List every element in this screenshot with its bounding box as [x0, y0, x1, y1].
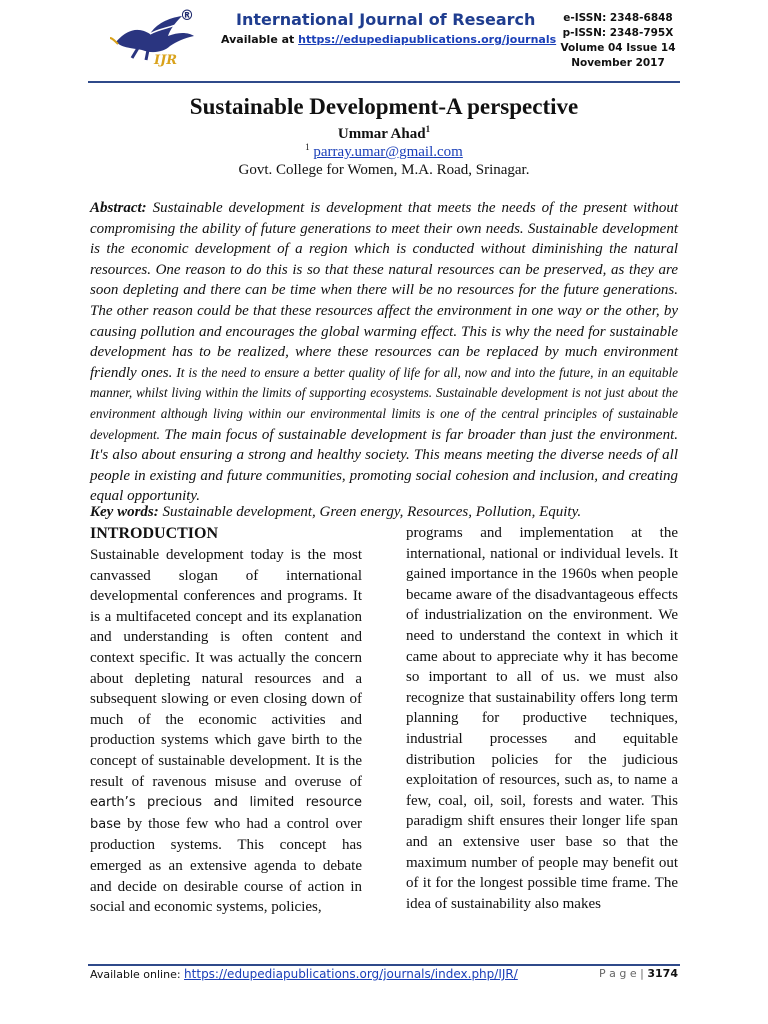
footer-divider	[88, 964, 680, 966]
affiliation: Govt. College for Women, M.A. Road, Srinagar.	[238, 162, 530, 178]
abstract-text-2: It is the need to ensure a better quality of life for all, now and into the future, in an equitable manner, whilst living within the limits of supporting ecosystems. Sustainable development is not just about the environment although living within our environmental limits is one of the central principles of sustainable development.	[90, 364, 678, 442]
author-name	[0, 124, 768, 143]
paper-title: Sustainable Development-A perspective	[189, 94, 579, 119]
abstract-text-1: Sustainable development is development that meets the needs of the present without compromising the ability of future generations to meet their own needs. Sustainable development is the economic development of a region which is conducted without diminishing the natural resources. One reason to do this is so that these natural resources can be preserved, as they are soon depleting and there can be time when there will be no resources for the future generations. The other reason could be that these resources affect the environment in one way or the other, by causing pollution and encourages the global warming effect. This is why the need for sustainable development has to be realized, where these resources can be replaced by much environment friendly ones.	[90, 200, 678, 381]
email-link[interactable]: parray.umar@gmail.com	[313, 144, 463, 160]
p-issn: p-ISSN: 2348-795X	[562, 27, 674, 39]
footer-link[interactable]: https://edupediapublications.org/journals/index.php/IJR/	[184, 967, 518, 981]
left-column	[90, 523, 362, 918]
author-superscript: 1	[425, 124, 431, 134]
page-number-value: 3174	[647, 967, 678, 980]
abstract-label: Abstract:	[90, 200, 147, 216]
intro-left-text-a: Sustainable development today is the most canvassed slogan of international developmental conferences and programs. It is a multifaceted concept and its explanation and understanding is often content and context specific. It was actually the concern about depleting natural resources and a subsequent slowing or even closing down of much of the economic activities and production systems which gave birth to the concept of sustainable development. It is the result of ravenous misuse and overuse of	[90, 547, 362, 790]
keywords	[90, 502, 678, 522]
right-column	[406, 523, 678, 914]
available-label: Available at	[221, 33, 295, 46]
logo-text: IJR	[154, 53, 178, 68]
abstract	[90, 198, 678, 507]
footer-availability	[90, 967, 518, 981]
issn-block	[558, 11, 678, 71]
intro-paragraph-right: programs and implementation at the international, national or individual levels. It gained importance in the 1960s when people became aware of the disadvantageous effects of industrialization on the environment. We need to understand the context in which it came about to appreciate why it has become so important to all of us. we must also recognize that sustainability offers long term planning for productive techniques, industrial processes and equitable distribution policies for the judicious exploitation of resources, such as, to name a few, coal, oil, soil, forests and water. This paradigm shift ensures their longer life span and an extensive user base so that the maximum number of people may benefit out of it for the longest possible time frame. The idea of sustainability also makes	[406, 525, 678, 912]
intro-left-text-b: earth’s precious and limited resource base	[90, 795, 362, 832]
intro-paragraph-left	[90, 545, 362, 918]
author-email	[0, 142, 768, 161]
journal-title: International Journal of Research	[236, 10, 536, 29]
page-label: P a g e |	[599, 967, 644, 980]
keywords-text: Sustainable development, Green energy, Resources, Pollution, Equity.	[158, 504, 582, 520]
available-at	[221, 33, 556, 46]
page-number	[599, 967, 678, 980]
introduction-heading: INTRODUCTION	[90, 525, 219, 542]
volume-issue: Volume 04 Issue 14	[560, 42, 676, 54]
registered-mark: ®	[180, 8, 194, 24]
email-superscript: 1	[305, 142, 310, 152]
journal-link[interactable]: https://edupediapublications.org/journals	[298, 33, 557, 46]
author-text: Ummar Ahad	[337, 126, 426, 142]
footer-label: Available online:	[90, 968, 181, 981]
issue-date: November 2017	[571, 57, 665, 69]
abstract-text-3: The main focus of sustainable development is far broader than just the environment. It's also about ensuring a strong and healthy society. This means meeting the diverse needs of all people in existing and future communities, promoting social cohesion and inclusion, and creating equal opportunity.	[90, 426, 678, 505]
header-divider	[88, 81, 680, 83]
e-issn: e-ISSN: 2348-6848	[563, 12, 673, 24]
intro-left-text-c: by those few who had a control over production systems. This concept has emerged as an extensive agenda to debate and decide on desirable course of action in social and economic systems, policies,	[90, 815, 362, 916]
keywords-label: Key words:	[90, 504, 159, 520]
